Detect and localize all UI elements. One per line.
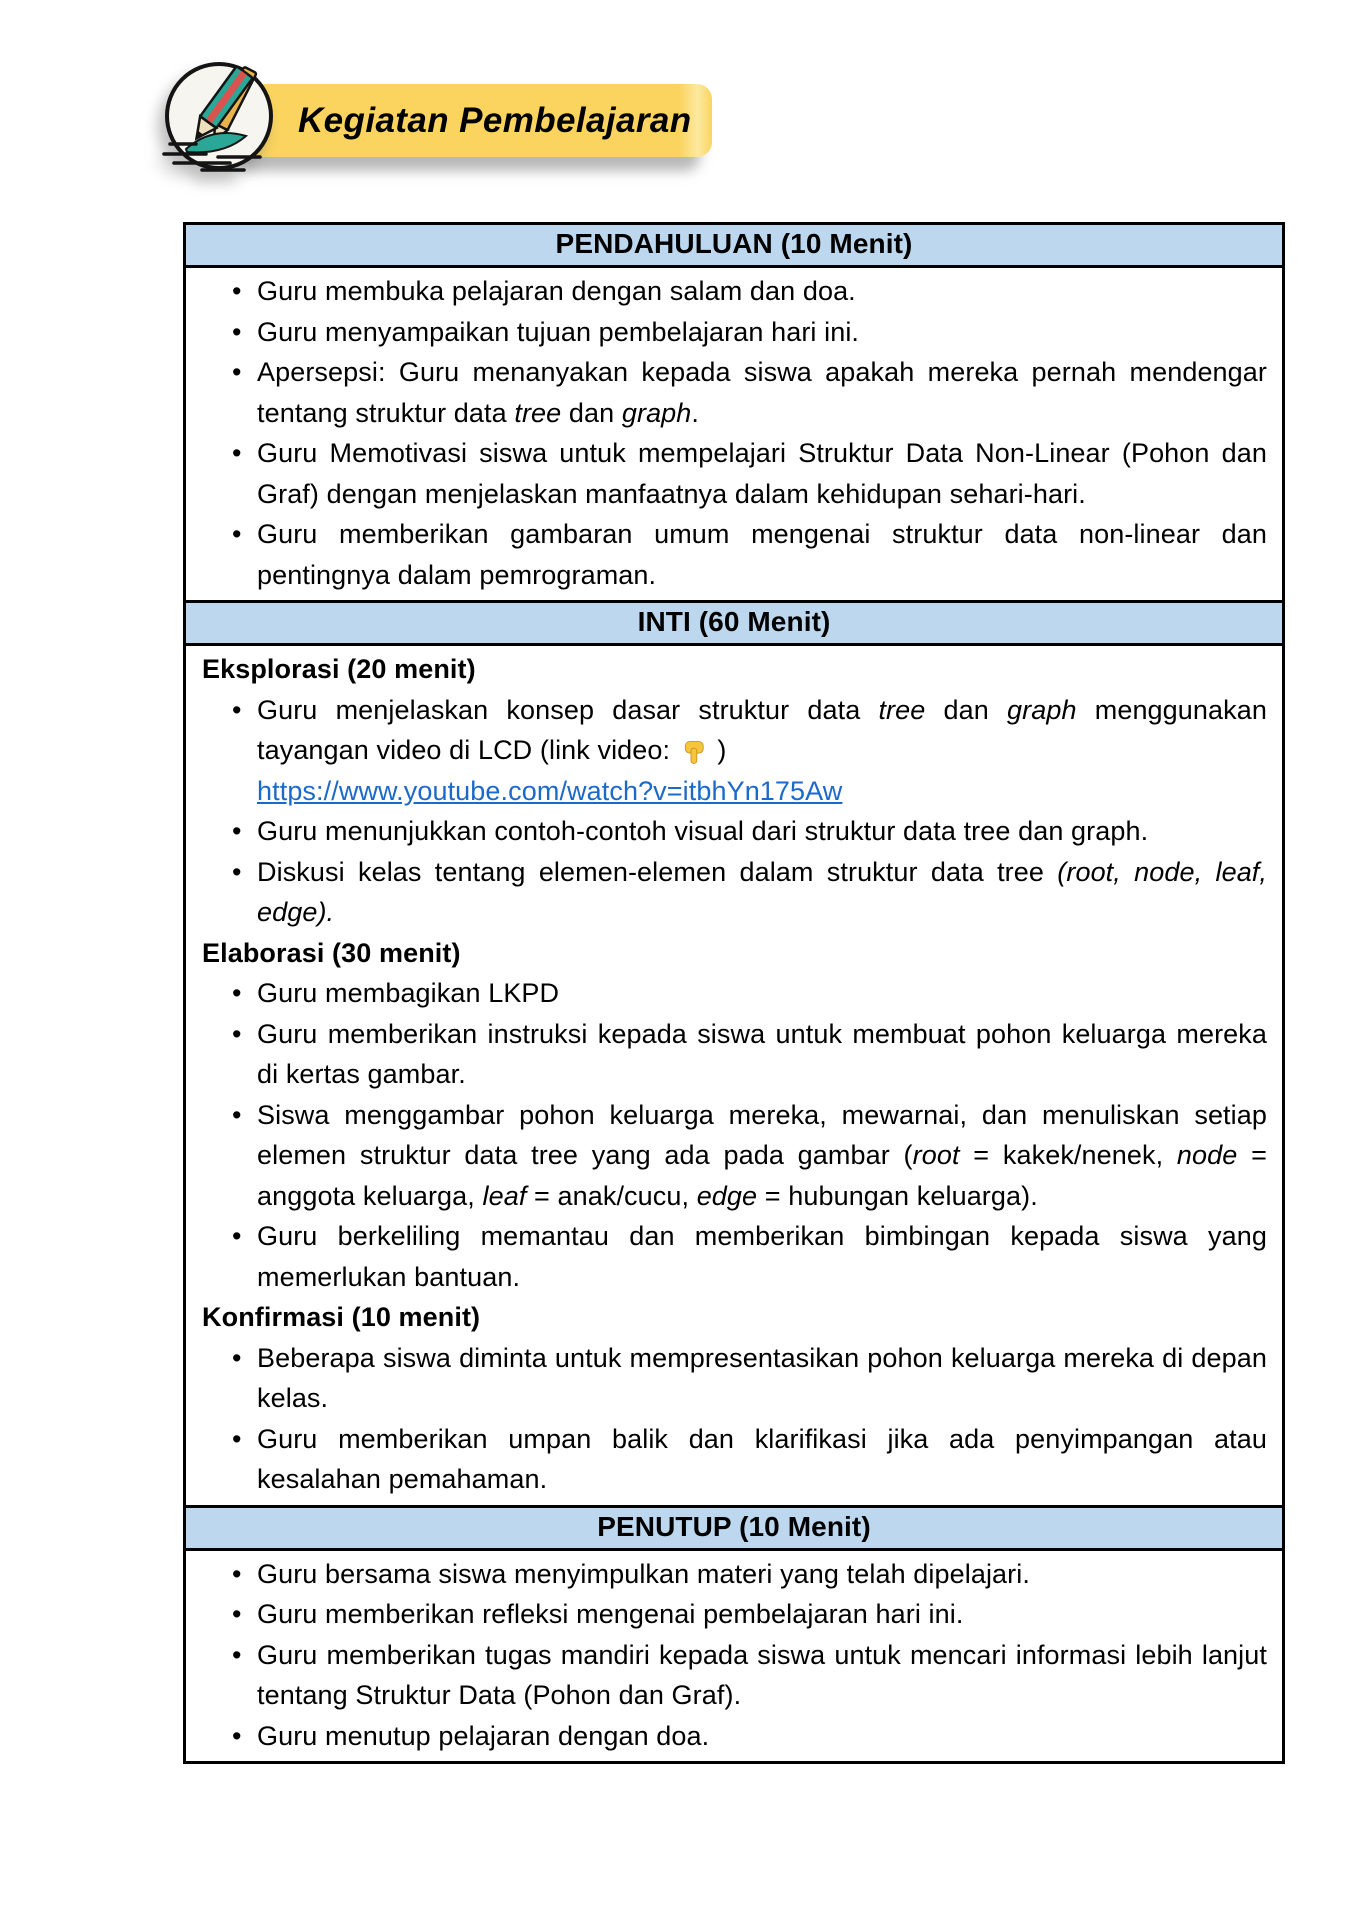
subsection-heading: Konfirmasi (10 menit): [202, 1302, 481, 1332]
backhand-index-pointing-down-icon: [681, 739, 707, 765]
bullet-text: Guru memberikan refleksi mengenai pembelajaran hari ini.: [257, 1599, 964, 1629]
bullet-marker: •: [232, 357, 242, 387]
pencil-writing-icon: [156, 56, 282, 186]
bullet-marker: •: [232, 1599, 242, 1629]
bullet-text: Guru menjelaskan konsep dasar struktur data tree dan graph menggunakan tayangan video di LCD (link video: ) https://www.youtube.com/watch?v=itbhYn175Aw: [257, 694, 1267, 806]
bullet-item: [186, 271, 1282, 312]
bullet-item: [186, 1554, 1282, 1595]
bullet-text: Siswa menggambar pohon keluarga mereka, mewarnai, dan menuliskan setiap elemen struktur data tree yang ada pada gambar (root = kakek/nenek, node = anggota keluarga, leaf = anak/cucu, edge = hubungan keluarga).: [257, 1099, 1267, 1211]
bullet-item: [186, 352, 1282, 433]
bullet-item: [186, 1594, 1282, 1635]
section-body: [186, 646, 1282, 1505]
section-header: PENDAHULUAN (10 Menit): [186, 225, 1282, 268]
bullet-marker: •: [232, 978, 242, 1008]
bullet-marker: •: [232, 694, 242, 725]
bullet-text: Apersepsi: Guru menanyakan kepada siswa apakah mereka pernah mendengar tentang struktur data tree dan graph.: [257, 357, 1267, 428]
bullet-text: Guru memberikan gambaran umum mengenai struktur data non-linear dan pentingnya dalam pemrograman.: [257, 519, 1267, 590]
bullet-text: Guru Memotivasi siswa untuk mempelajari Struktur Data Non-Linear (Pohon dan Graf) dengan menjelaskan manfaatnya dalam kehidupan sehari-hari.: [257, 438, 1267, 509]
section-header: INTI (60 Menit): [186, 600, 1282, 646]
bullet-text: Diskusi kelas tentang elemen-elemen dalam struktur data tree (root, node, leaf, edge).: [257, 856, 1268, 927]
bullet-item: [186, 1216, 1282, 1297]
bullet-text: Guru menutup pelajaran dengan doa.: [257, 1720, 710, 1751]
bullet-marker: •: [232, 438, 242, 468]
bullet-marker: •: [232, 1423, 242, 1454]
bullet-text: Guru membuka pelajaran dengan salam dan doa.: [257, 276, 856, 306]
bullet-text: Guru membagikan LKPD: [257, 978, 560, 1008]
bullet-text: Guru memberikan tugas mandiri kepada siswa untuk mencari informasi lebih lanjut tentang Struktur Data (Pohon dan Graf).: [257, 1639, 1267, 1710]
bullet-item: [186, 1419, 1282, 1500]
bullet-text: Guru bersama siswa menyimpulkan materi yang telah dipelajari.: [257, 1558, 1030, 1589]
bullet-item: [186, 1014, 1282, 1095]
section-body: [186, 268, 1282, 600]
bullet-item: [186, 1095, 1282, 1217]
bullet-item: [186, 690, 1282, 812]
bullet-marker: •: [232, 1639, 242, 1670]
bullet-marker: •: [232, 1018, 242, 1049]
bullet-text: Beberapa siswa diminta untuk mempresentasikan pohon keluarga mereka di depan kelas.: [257, 1342, 1267, 1413]
bullet-item: [186, 973, 1282, 1014]
bullet-text: Guru memberikan umpan balik dan klarifikasi jika ada penyimpangan atau kesalahan pemahaman.: [257, 1423, 1267, 1494]
bullet-marker: •: [232, 816, 242, 846]
bullet-marker: •: [232, 276, 242, 306]
bullet-text: Guru menyampaikan tujuan pembelajaran hari ini.: [257, 316, 860, 347]
header-banner: [248, 84, 712, 157]
bullet-marker: •: [232, 856, 242, 887]
section-header: PENUTUP (10 Menit): [186, 1505, 1282, 1551]
bullet-text: Guru berkeliling memantau dan memberikan bimbingan kepada siswa yang memerlukan bantuan.: [257, 1221, 1267, 1292]
bullet-item: [186, 1635, 1282, 1716]
bullet-item: [186, 1716, 1282, 1757]
subsection-heading: Elaborasi (30 menit): [202, 937, 461, 968]
subsection-heading: Eksplorasi (20 menit): [202, 654, 476, 684]
bullet-marker: •: [232, 1720, 242, 1751]
bullet-item: [186, 514, 1282, 595]
bullet-item: [186, 852, 1282, 933]
bullet-item: [186, 312, 1282, 353]
bullet-marker: •: [232, 316, 242, 347]
bullet-marker: •: [232, 1558, 242, 1589]
page-title: Kegiatan Pembelajaran: [298, 100, 692, 140]
bullet-marker: •: [232, 1099, 242, 1130]
lesson-table: [183, 222, 1285, 1764]
video-link[interactable]: https://www.youtube.com/watch?v=itbhYn175Aw: [257, 775, 843, 806]
bullet-marker: •: [232, 519, 242, 549]
bullet-marker: •: [232, 1342, 242, 1373]
bullet-text: Guru memberikan instruksi kepada siswa untuk membuat pohon keluarga mereka di kertas gambar.: [257, 1018, 1267, 1089]
section-body: [186, 1551, 1282, 1762]
bullet-marker: •: [232, 1221, 242, 1251]
bullet-text: Guru menunjukkan contoh-contoh visual dari struktur data tree dan graph.: [257, 816, 1149, 846]
bullet-item: [186, 433, 1282, 514]
bullet-item: [186, 811, 1282, 852]
bullet-item: [186, 1338, 1282, 1419]
